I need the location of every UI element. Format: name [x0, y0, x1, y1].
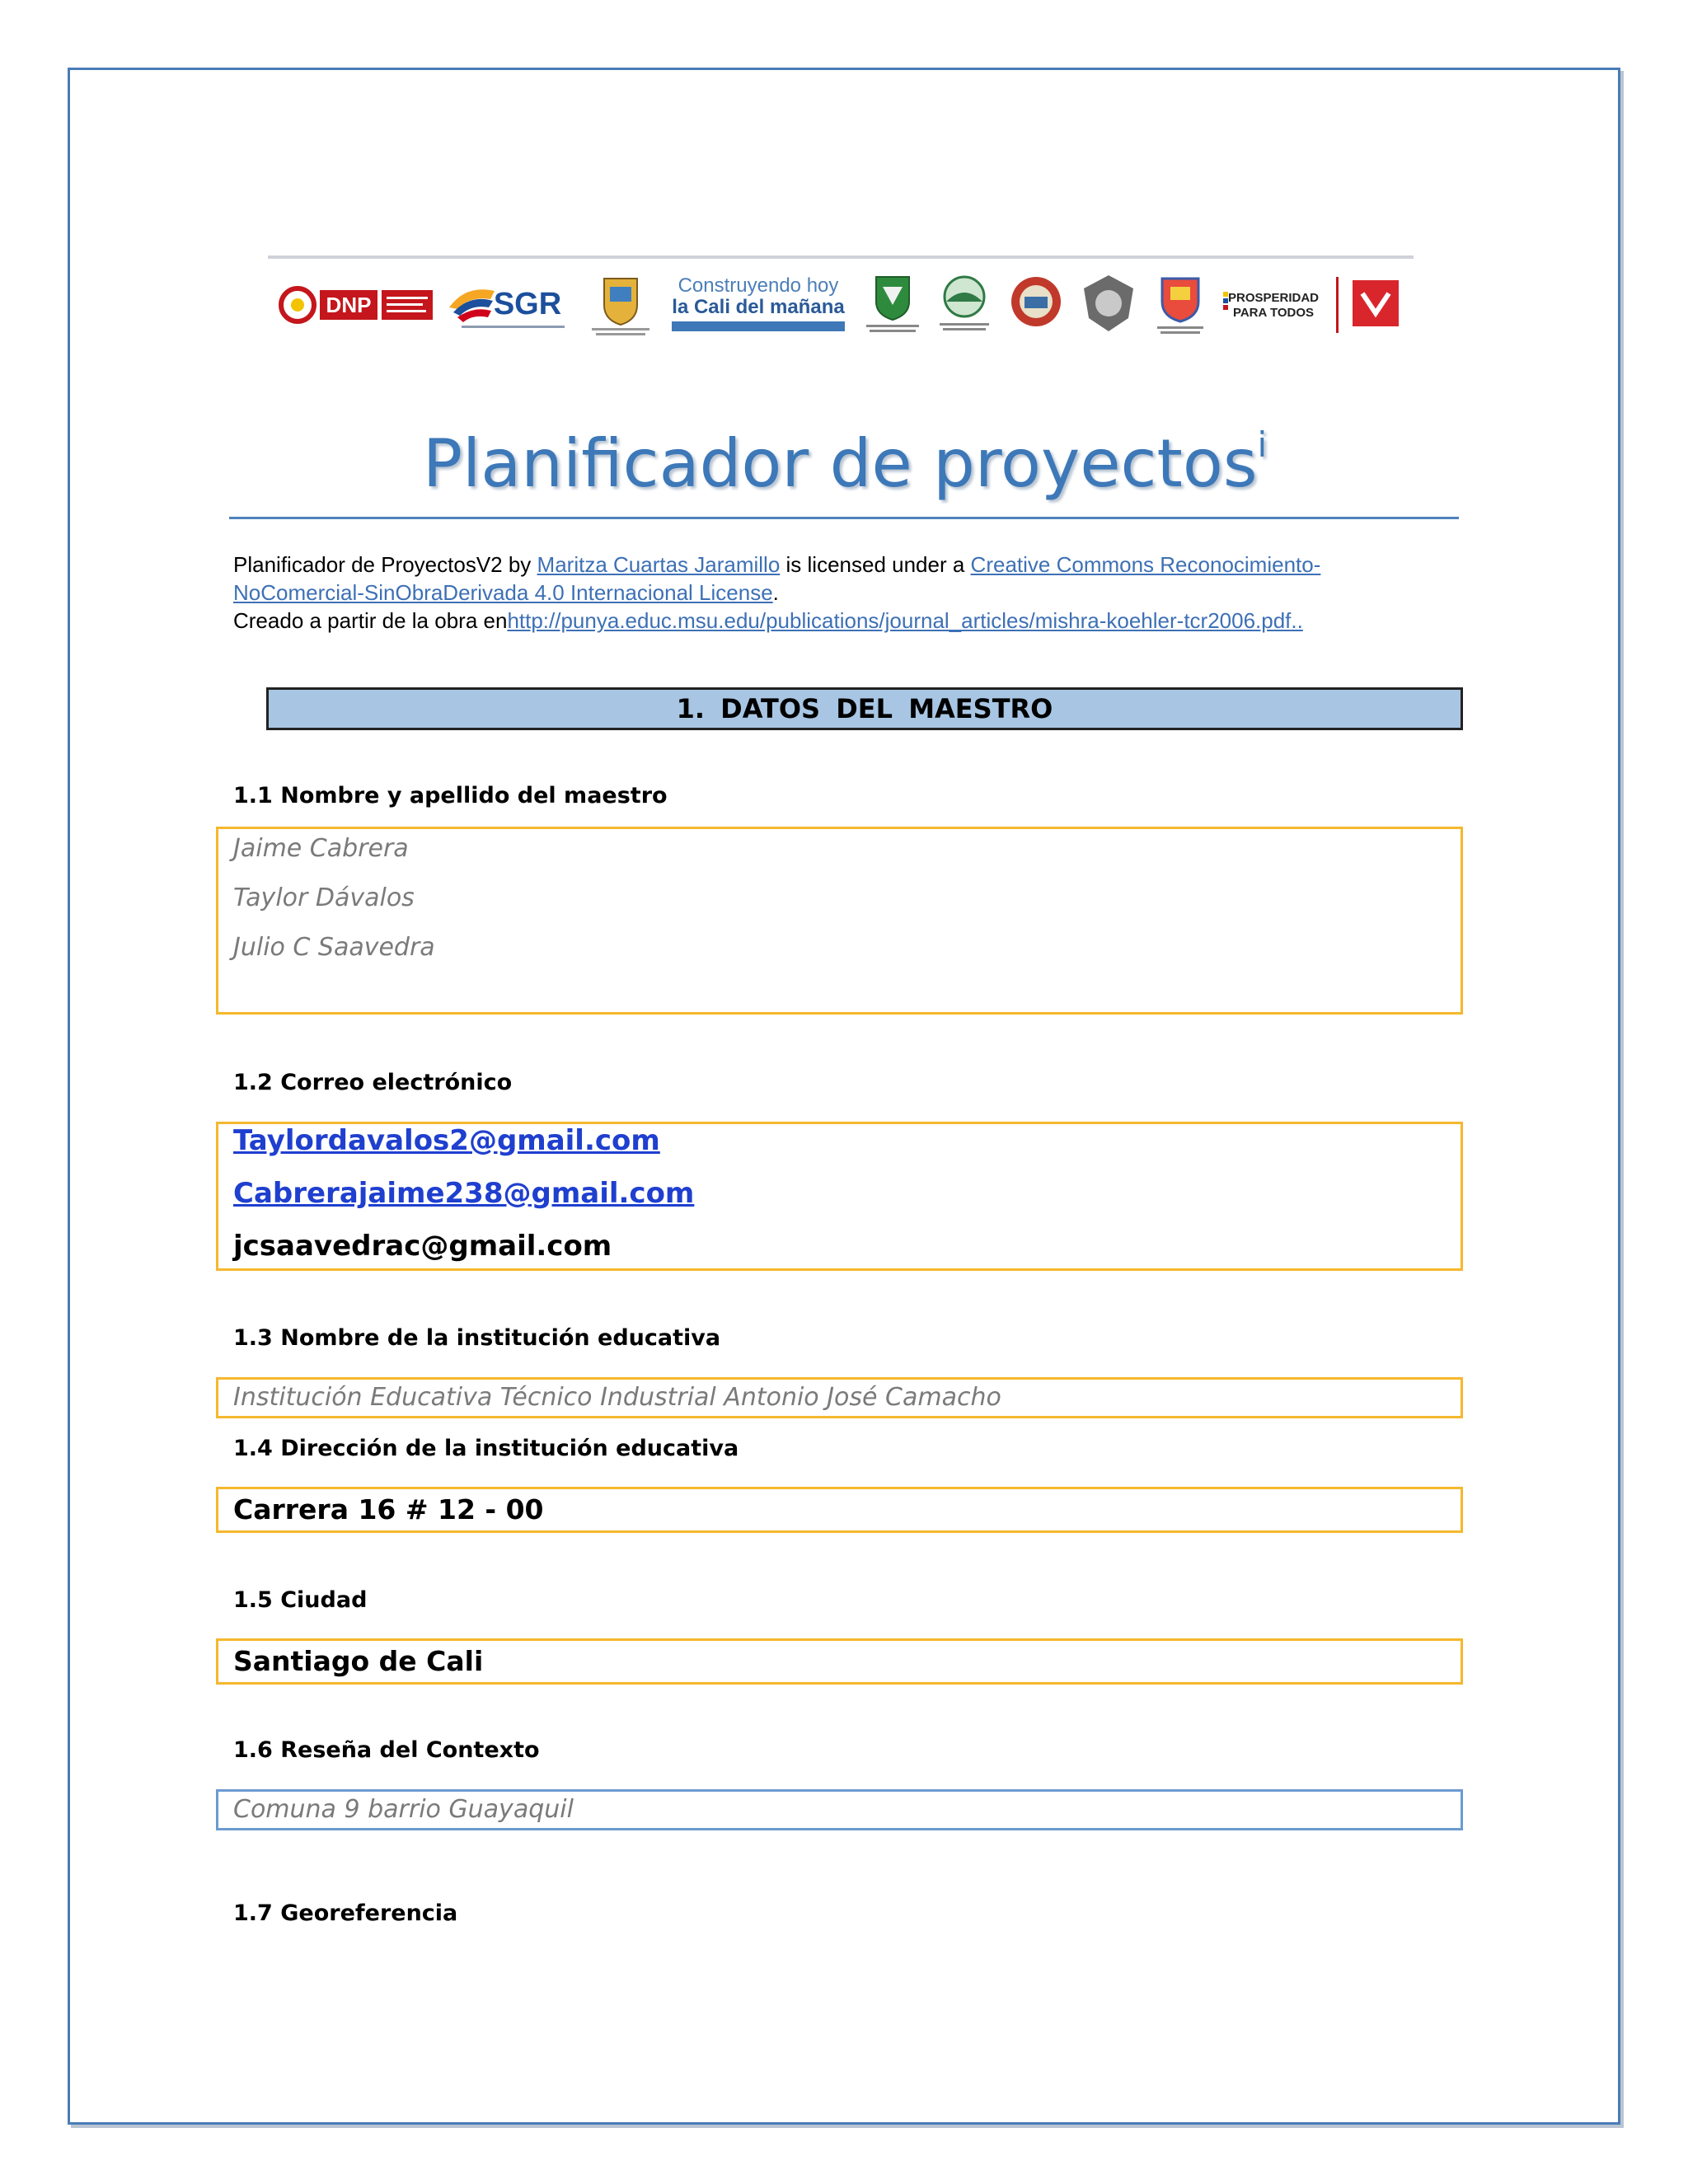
prosperidad-line-2: PARA TODOS	[1232, 305, 1314, 320]
municipal-seal-gray-logo	[1076, 272, 1142, 338]
field-label-ciudad: 1.5 Ciudad	[233, 1587, 368, 1613]
license-prefix: Planificador de ProyectosV2 by	[233, 552, 537, 577]
field-label-direccion: 1.4 Dirección de la institución educativa	[233, 1436, 739, 1461]
prosperidad-logo	[1220, 280, 1327, 330]
email-link[interactable]: Taylordavalos2@gmail.com	[233, 1124, 660, 1157]
license-end: .	[772, 580, 779, 605]
field-label-georeferencia: 1.7 Georeferencia	[233, 1900, 458, 1926]
city-box	[216, 1638, 1463, 1685]
dnp-logo	[274, 280, 439, 330]
page-title	[231, 424, 1459, 502]
emails-box	[216, 1122, 1463, 1271]
source-prefix: Creado a partir de la obra en	[233, 608, 508, 633]
context-box	[216, 1789, 1463, 1830]
license-notice	[233, 551, 1470, 635]
address-value: Carrera 16 # 12 - 00	[233, 1493, 544, 1526]
dnp-logo-text: DNP	[326, 292, 372, 317]
name-entry: Julio C Saavedra	[233, 933, 435, 962]
title-divider	[229, 517, 1459, 519]
address-box	[216, 1487, 1463, 1533]
name-entry: Taylor Dávalos	[233, 883, 415, 912]
license-link-part-1[interactable]: Creative Commons Reconocimiento-	[970, 552, 1321, 577]
city-value: Santiago de Cali	[233, 1645, 484, 1677]
construyendo-cali-logo	[663, 272, 853, 338]
name-entry: Jaime Cabrera	[233, 834, 409, 863]
prosperidad-line-1: PROSPERIDAD	[1227, 290, 1319, 305]
municipal-seal-red-logo	[1003, 272, 1069, 338]
valle-gobernacion-logo	[860, 272, 926, 338]
cali-shield-logo	[584, 272, 658, 338]
field-label-contexto: 1.6 Reseña del Contexto	[233, 1737, 540, 1763]
context-value: Comuna 9 barrio Guayaquil	[233, 1795, 574, 1824]
page-title-text: Planificador de proyectos	[422, 425, 1258, 502]
author-link[interactable]: Maritza Cuartas Jaramillo	[537, 552, 781, 577]
license-middle: is licensed under a	[780, 552, 971, 577]
email-link[interactable]: Cabrerajaime238@gmail.com	[233, 1177, 695, 1210]
field-label-correo: 1.2 Correo electrónico	[233, 1070, 513, 1095]
sgr-logo-text: SGR	[494, 286, 562, 321]
section-header-datos-maestro: 1. DATOS DEL MAESTRO	[266, 687, 1463, 730]
red-institution-logo	[1333, 272, 1407, 338]
field-label-institucion: 1.3 Nombre de la institución educativa	[233, 1325, 721, 1351]
institution-box	[216, 1377, 1463, 1418]
source-link[interactable]: http://punya.educ.msu.edu/publications/journal_articles/mishra-koehler-tcr2006.pdf..	[507, 608, 1303, 633]
construyendo-line-1: Construyendo hoy	[678, 274, 839, 297]
construyendo-line-2: la Cali del mañana	[672, 295, 845, 318]
license-link-part-2[interactable]: NoComercial-SinObraDerivada 4.0 Internacional License	[233, 580, 773, 605]
title-footnote-marker: i	[1257, 424, 1268, 465]
email-text: jcsaavedrac@gmail.com	[233, 1230, 612, 1263]
sgr-logo	[445, 276, 577, 334]
secretaria-logo	[931, 272, 997, 338]
names-box	[216, 827, 1463, 1015]
alcaldia-logo	[1147, 272, 1213, 338]
field-label-nombre: 1.1 Nombre y apellido del maestro	[233, 783, 668, 808]
logo-banner	[268, 255, 1414, 350]
institution-value: Institución Educativa Técnico Industrial Antonio José Camacho	[233, 1383, 1001, 1412]
